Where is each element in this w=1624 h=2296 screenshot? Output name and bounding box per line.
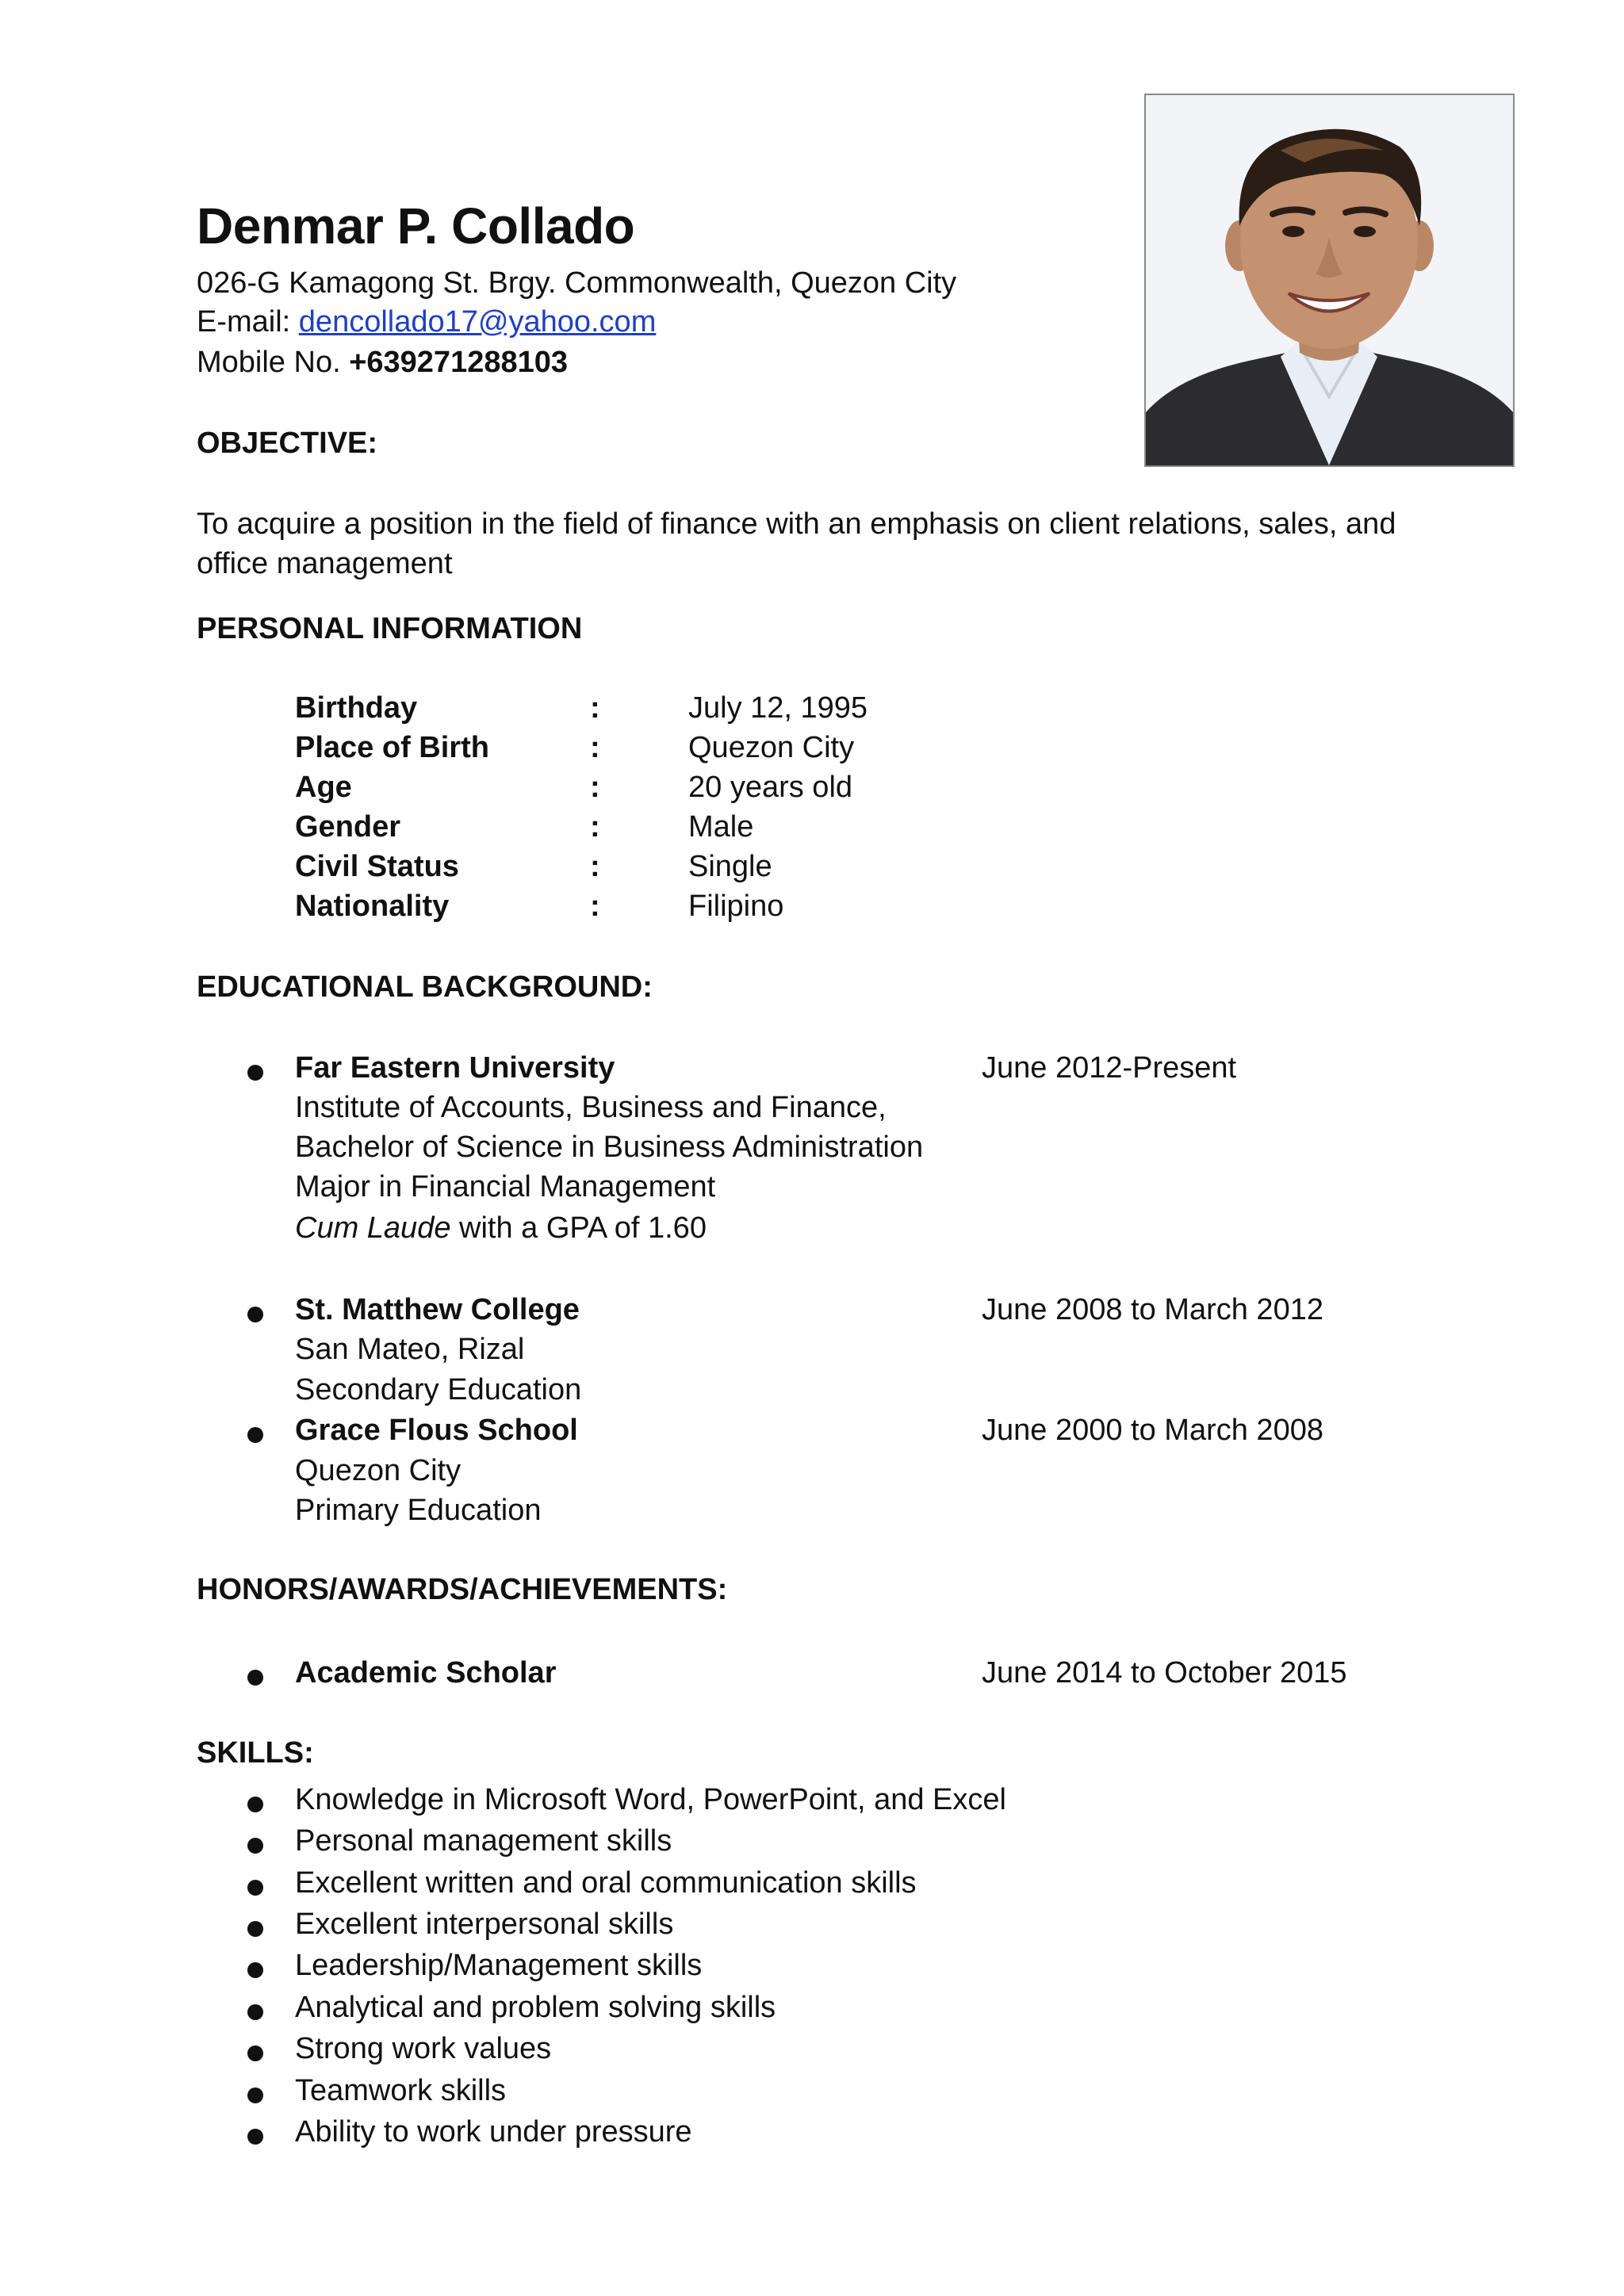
honor-date: June 2014 to October 2015 bbox=[982, 1656, 1347, 1689]
skill-item: Analytical and problem solving skills bbox=[295, 1991, 776, 2024]
skills-heading: SKILLS: bbox=[197, 1736, 314, 1770]
mobile-label: Mobile No. bbox=[197, 346, 350, 379]
bullet-icon bbox=[247, 2087, 263, 2103]
bullet-icon bbox=[247, 1065, 263, 1081]
info-value-age: 20 years old bbox=[688, 771, 853, 804]
honors-heading: HONORS/AWARDS/ACHIEVEMENTS: bbox=[197, 1573, 728, 1606]
skill-item: Excellent written and oral communication skills bbox=[295, 1866, 917, 1900]
school-detail: Bachelor of Science in Business Administration bbox=[295, 1131, 924, 1164]
skill-item: Knowledge in Microsoft Word, PowerPoint, and Excel bbox=[295, 1783, 1006, 1816]
info-label-place-of-birth: Place of Birth bbox=[295, 731, 489, 764]
email-link[interactable]: dencollado17@yahoo.com bbox=[298, 305, 657, 339]
bullet-icon bbox=[247, 1921, 263, 1937]
school-detail: Secondary Education bbox=[295, 1373, 582, 1406]
info-value-gender: Male bbox=[688, 810, 754, 844]
info-label-age: Age bbox=[295, 771, 352, 804]
bullet-icon bbox=[247, 1838, 263, 1854]
bullet-icon bbox=[247, 1670, 263, 1686]
skill-item: Strong work values bbox=[295, 2032, 552, 2065]
email-line bbox=[197, 305, 656, 339]
bullet-icon bbox=[247, 1962, 263, 1978]
skill-item: Ability to work under pressure bbox=[295, 2115, 692, 2149]
education-heading: EDUCATIONAL BACKGROUND: bbox=[197, 970, 653, 1004]
info-separator: : bbox=[590, 850, 600, 883]
school-date: June 2008 to March 2012 bbox=[982, 1293, 1323, 1326]
info-separator: : bbox=[590, 731, 600, 764]
bullet-icon bbox=[247, 2004, 263, 2020]
bullet-icon bbox=[247, 1307, 263, 1322]
school-detail: Quezon City bbox=[295, 1454, 462, 1487]
school-detail: Institute of Accounts, Business and Finance, bbox=[295, 1091, 887, 1124]
honor-latin: Cum Laude bbox=[295, 1211, 451, 1245]
school-date: June 2000 to March 2008 bbox=[982, 1414, 1323, 1447]
school-detail: San Mateo, Rizal bbox=[295, 1333, 525, 1366]
info-separator: : bbox=[590, 771, 600, 804]
info-value-civil-status: Single bbox=[688, 850, 772, 883]
mobile-number: +639271288103 bbox=[349, 346, 568, 379]
skill-item: Teamwork skills bbox=[295, 2074, 507, 2107]
skill-item: Leadership/Management skills bbox=[295, 1949, 703, 1982]
mobile-line bbox=[197, 346, 568, 380]
school-honor-line bbox=[295, 1211, 707, 1246]
bullet-icon bbox=[247, 1797, 263, 1812]
info-value-birthday: July 12, 1995 bbox=[688, 691, 868, 725]
applicant-name: Denmar P. Collado bbox=[197, 197, 635, 254]
info-separator: : bbox=[590, 890, 600, 923]
bullet-icon bbox=[247, 1880, 263, 1896]
school-date: June 2012-Present bbox=[982, 1051, 1237, 1085]
honor-title: Academic Scholar bbox=[295, 1656, 557, 1689]
info-separator: : bbox=[590, 691, 600, 725]
personal-info-heading: PERSONAL INFORMATION bbox=[197, 612, 583, 645]
school-name: St. Matthew College bbox=[295, 1293, 580, 1326]
profile-photo bbox=[1144, 94, 1515, 467]
address: 026-G Kamagong St. Brgy. Commonwealth, Quezon City bbox=[197, 266, 957, 300]
objective-text: To acquire a position in the field of finance with an emphasis on client relations, sales, and office management bbox=[197, 507, 1396, 580]
email-label: E-mail: bbox=[197, 305, 299, 339]
school-name: Far Eastern University bbox=[295, 1051, 615, 1085]
info-label-nationality: Nationality bbox=[295, 890, 450, 923]
school-detail: Major in Financial Management bbox=[295, 1170, 716, 1203]
objective-heading: OBJECTIVE: bbox=[197, 427, 378, 460]
info-separator: : bbox=[590, 810, 600, 844]
honor-gpa: with a GPA of 1.60 bbox=[450, 1211, 707, 1245]
info-label-gender: Gender bbox=[295, 810, 401, 844]
info-value-place-of-birth: Quezon City bbox=[688, 731, 855, 764]
bullet-icon bbox=[247, 2129, 263, 2145]
profile-photo-illustration bbox=[1146, 95, 1513, 465]
skill-item: Excellent interpersonal skills bbox=[295, 1908, 674, 1941]
skill-item: Personal management skills bbox=[295, 1824, 672, 1858]
info-label-civil-status: Civil Status bbox=[295, 850, 459, 883]
bullet-icon bbox=[247, 2045, 263, 2061]
info-label-birthday: Birthday bbox=[295, 691, 418, 725]
school-name: Grace Flous School bbox=[295, 1414, 578, 1447]
school-detail: Primary Education bbox=[295, 1494, 542, 1527]
info-value-nationality: Filipino bbox=[688, 890, 784, 923]
bullet-icon bbox=[247, 1427, 263, 1443]
